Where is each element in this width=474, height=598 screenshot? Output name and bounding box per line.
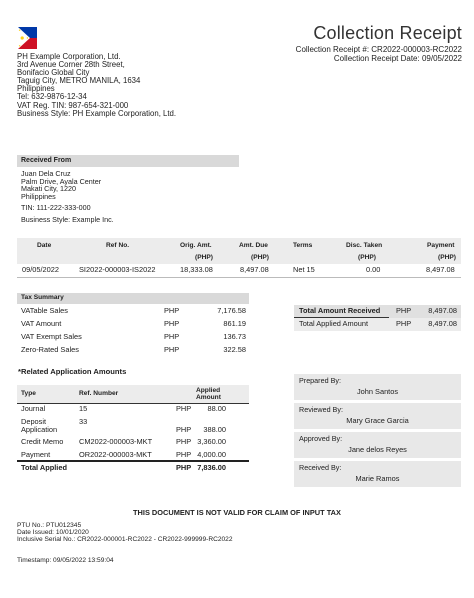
related-type: Credit Memo bbox=[21, 437, 64, 446]
row-date: 09/05/2022 bbox=[22, 265, 59, 274]
total-received-currency: PHP bbox=[396, 306, 412, 315]
signature-box-received bbox=[294, 461, 461, 487]
related-amount: 388.00 bbox=[203, 425, 226, 434]
lines-table-header bbox=[17, 238, 461, 264]
related-ref: CM2022-000003-MKT bbox=[79, 437, 153, 446]
related-type: Payment bbox=[21, 450, 51, 459]
row-ref-no: SI2022-000003-IS2022 bbox=[79, 265, 156, 274]
col-payment: Payment bbox=[427, 242, 455, 249]
ptu-number: PTU No.: PTU012345 bbox=[17, 522, 82, 529]
company-address-line: 3rd Avenue Corner 28th Street, bbox=[17, 60, 125, 70]
divider bbox=[17, 460, 249, 462]
col-orig-amt-currency: (PHP) bbox=[195, 254, 213, 261]
tax-currency: PHP bbox=[164, 332, 180, 341]
customer-name: Juan Dela Cruz bbox=[21, 169, 71, 178]
received-from-block bbox=[21, 170, 241, 224]
tax-currency: PHP bbox=[164, 345, 180, 354]
related-amount: 3,360.00 bbox=[197, 437, 226, 446]
customer-address-line: Palm Drive, Ayala Center bbox=[21, 176, 102, 186]
tax-label: VAT Amount bbox=[21, 319, 62, 328]
totals-box bbox=[294, 305, 461, 332]
tax-label: Zero-Rated Sales bbox=[21, 345, 79, 354]
tax-label: VAT Exempt Sales bbox=[21, 332, 82, 341]
total-received-amount: 8,497.08 bbox=[428, 306, 457, 315]
customer-address-line: Makati City, 1220 bbox=[21, 184, 76, 194]
signature-label: Prepared By: bbox=[299, 376, 341, 385]
page-title: Collection Receipt bbox=[313, 23, 462, 43]
customer-tin: TIN: 111-222-333-000 bbox=[21, 203, 91, 213]
company-address-line: Philippines bbox=[17, 84, 55, 94]
col-type: Type bbox=[21, 390, 36, 397]
receipt-date: Collection Receipt Date: 09/05/2022 bbox=[333, 54, 462, 63]
tax-amount: 322.58 bbox=[223, 345, 246, 354]
related-amount: 88.00 bbox=[207, 404, 226, 413]
related-ref: 33 bbox=[79, 417, 88, 426]
tax-amount: 861.19 bbox=[223, 319, 246, 328]
divider bbox=[294, 317, 389, 318]
total-received-label: Total Amount Received bbox=[299, 306, 381, 315]
total-applied-amount: 8,497.08 bbox=[428, 319, 457, 328]
col-amt-due-currency: (PHP) bbox=[251, 254, 269, 261]
related-currency: PHP bbox=[176, 437, 192, 446]
related-table-header bbox=[17, 385, 249, 403]
related-amount: 4,000.00 bbox=[197, 450, 226, 459]
related-total-label: Total Applied bbox=[21, 463, 67, 472]
tax-notice: THIS DOCUMENT IS NOT VALID FOR CLAIM OF INPUT TAX bbox=[133, 508, 341, 517]
date-issued: Date Issued: 10/01/2020 bbox=[17, 529, 89, 537]
divider bbox=[17, 277, 461, 278]
col-ref-no: Ref No. bbox=[106, 242, 130, 249]
tax-currency: PHP bbox=[164, 306, 180, 315]
col-terms: Terms bbox=[293, 242, 313, 249]
col-orig-amt: Orig. Amt. bbox=[180, 242, 212, 249]
related-currency: PHP bbox=[176, 450, 192, 459]
company-block bbox=[17, 53, 237, 118]
serial-range: Inclusive Serial No.: CR2022-000001-RC2022 - CR2022-999999-RC2022 bbox=[17, 536, 233, 544]
company-address-line: Taguig City, METRO MANILA, 1634 bbox=[17, 76, 141, 86]
tax-amount: 136.73 bbox=[223, 332, 246, 341]
related-total-currency: PHP bbox=[176, 463, 192, 472]
related-title: *Related Application Amounts bbox=[18, 367, 127, 376]
timestamp: Timestamp: 09/05/2022 13:59:04 bbox=[17, 557, 114, 564]
total-applied-label: Total Applied Amount bbox=[299, 319, 369, 328]
col-applied-amount: Amount bbox=[196, 394, 221, 401]
company-address-line: Bonifacio Global City bbox=[17, 68, 90, 78]
related-type: Journal bbox=[21, 404, 46, 413]
tax-summary-heading: Tax Summary bbox=[17, 293, 249, 304]
row-terms: Net 15 bbox=[293, 265, 315, 274]
signature-box-reviewed bbox=[294, 403, 461, 429]
col-amt-due: Amt. Due bbox=[239, 242, 268, 249]
customer-address-line: Philippines bbox=[21, 191, 56, 201]
tax-amount: 7,176.58 bbox=[217, 306, 246, 315]
col-applied: Applied bbox=[196, 387, 221, 394]
signature-name: Mary Grace Garcia bbox=[346, 416, 409, 425]
related-type: Deposit Application bbox=[21, 417, 58, 434]
tax-currency: PHP bbox=[164, 319, 180, 328]
company-tel: Tel: 632-9876-12-34 bbox=[17, 92, 87, 102]
row-disc-taken: 0.00 bbox=[366, 265, 381, 274]
signature-name: John Santos bbox=[356, 387, 399, 396]
total-applied-row bbox=[294, 318, 461, 331]
related-currency: PHP bbox=[176, 404, 192, 413]
customer-business-style: Business Style: Example Inc. bbox=[21, 214, 114, 224]
philippine-flag-logo bbox=[18, 27, 37, 49]
col-disc-currency: (PHP) bbox=[358, 254, 376, 261]
receipt-info bbox=[296, 45, 462, 63]
company-vat: VAT Reg. TIN: 987-654-321-000 bbox=[17, 100, 129, 110]
related-ref: 15 bbox=[79, 404, 88, 413]
related-ref: OR2022-000003-MKT bbox=[79, 450, 152, 459]
col-ref-number: Ref. Number bbox=[79, 390, 119, 397]
tax-label: VATable Sales bbox=[21, 306, 68, 315]
row-payment: 8,497.08 bbox=[426, 265, 455, 274]
receipt-number: Collection Receipt #: CR2022-000003-RC2022 bbox=[295, 45, 462, 54]
row-amt-due: 8,497.08 bbox=[240, 265, 269, 274]
signature-label: Received By: bbox=[299, 463, 342, 472]
col-disc-taken: Disc. Taken bbox=[346, 242, 383, 249]
total-applied-currency: PHP bbox=[396, 319, 412, 328]
row-orig-amt: 18,333.08 bbox=[180, 265, 213, 274]
company-business-style: Business Style: PH Example Corporation, Ltd. bbox=[17, 108, 177, 118]
received-from-heading: Received From bbox=[17, 155, 239, 167]
related-total-amount: 7,836.00 bbox=[197, 463, 226, 472]
signature-name: Marie Ramos bbox=[355, 474, 400, 483]
related-currency: PHP bbox=[176, 425, 192, 434]
signature-box-approved bbox=[294, 432, 461, 458]
signature-box-prepared bbox=[294, 374, 461, 400]
signature-name: Jane delos Reyes bbox=[348, 445, 407, 454]
signature-label: Reviewed By: bbox=[299, 405, 343, 414]
footer-block bbox=[17, 522, 233, 544]
signature-label: Approved By: bbox=[299, 434, 343, 443]
col-payment-currency: (PHP) bbox=[438, 254, 456, 261]
col-date: Date bbox=[37, 242, 52, 249]
company-name: PH Example Corporation, Ltd. bbox=[17, 52, 121, 61]
